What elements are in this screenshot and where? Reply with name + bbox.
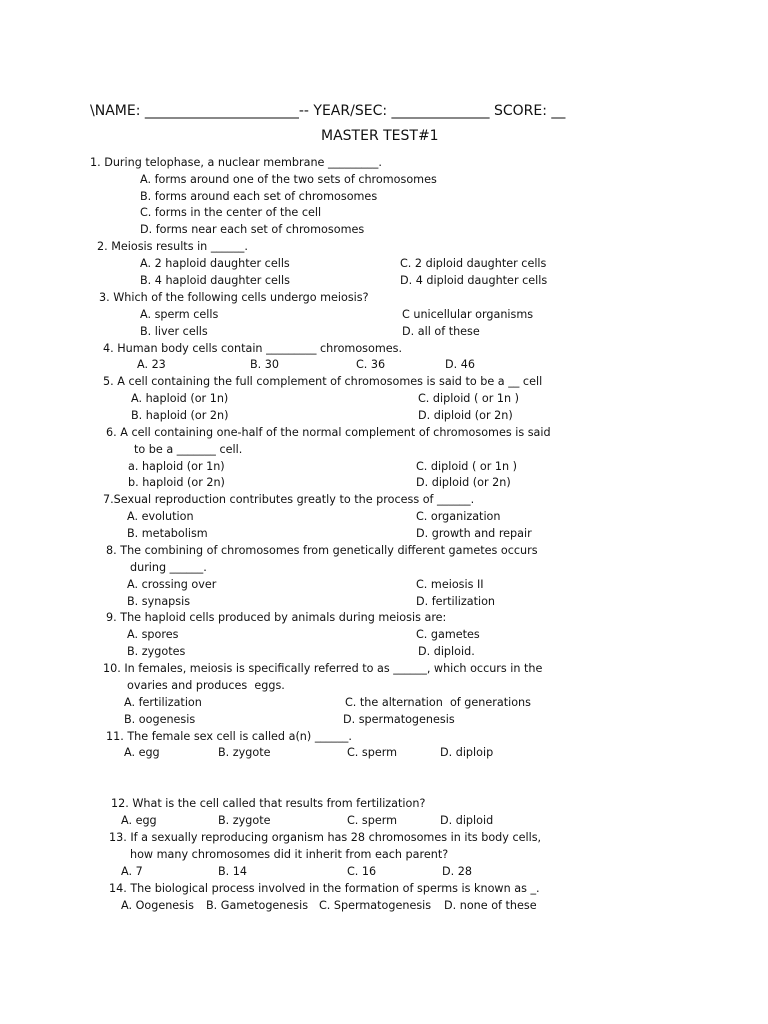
question-6-option: C. diploid ( or 1n )	[416, 460, 518, 473]
question-10-option: C. the alternation of generations	[345, 696, 531, 709]
question-8-option: B. synapsis	[127, 595, 191, 608]
question-7-option: C. organization	[416, 510, 501, 523]
question-8-option: D. fertilization	[416, 595, 496, 608]
question-11-option: A. egg	[124, 746, 160, 759]
question-11-stem: 11. The female sex cell is called a(n) ______.	[106, 730, 352, 743]
question-8-stem: 8. The combining of chromosomes from genetically different gametes occurs	[106, 544, 538, 557]
page-title: MASTER TEST#1	[321, 128, 439, 144]
question-1-option: B. forms around each set of chromosomes	[140, 190, 378, 203]
question-14-option: D. none of these	[444, 899, 537, 912]
question-3-option: C unicellular organisms	[402, 308, 534, 321]
question-10-stem: 10. In females, meiosis is specifically referred to as ______, which occurs in the	[103, 662, 543, 675]
question-14-option: C. Spermatogenesis	[319, 899, 432, 912]
question-13-option: C. 16	[347, 865, 377, 878]
question-4-option: D. 46	[445, 358, 475, 371]
question-13-option: D. 28	[442, 865, 472, 878]
question-11-option: C. sperm	[347, 746, 398, 759]
question-1-stem: 1. During telophase, a nuclear membrane _________.	[90, 156, 382, 169]
question-12-option: C. sperm	[347, 814, 398, 827]
question-5-option: D. diploid (or 2n)	[418, 409, 513, 422]
question-12-option: A. egg	[121, 814, 157, 827]
question-2-option: D. 4 diploid daughter cells	[400, 274, 548, 287]
question-3-option: B. liver cells	[140, 325, 208, 338]
question-2-option: C. 2 diploid daughter cells	[400, 257, 547, 270]
question-3-option: D. all of these	[402, 325, 480, 338]
question-10-option: B. oogenesis	[124, 713, 196, 726]
question-3-option: A. sperm cells	[140, 308, 219, 321]
question-6-stem: 6. A cell containing one-half of the normal complement of chromosomes is said	[106, 426, 551, 439]
question-2-option: A. 2 haploid daughter cells	[140, 257, 290, 270]
question-7-option: B. metabolism	[127, 527, 208, 540]
question-14-option: B. Gametogenesis	[206, 899, 309, 912]
question-10-stem-line-2: ovaries and produces eggs.	[127, 679, 285, 692]
question-2-stem: 2. Meiosis results in ______.	[97, 240, 248, 253]
question-7-option: D. growth and repair	[416, 527, 532, 540]
question-4-stem: 4. Human body cells contain _________ chromosomes.	[103, 342, 402, 355]
question-10-option: A. fertilization	[124, 696, 202, 709]
question-6-stem-line-2: to be a _______ cell.	[134, 443, 243, 456]
question-13-option: A. 7	[121, 865, 143, 878]
question-5-option: A. haploid (or 1n)	[131, 392, 229, 405]
question-7-stem: 7.Sexual reproduction contributes greatly to the process of ______.	[103, 493, 475, 506]
question-8-option: A. crossing over	[127, 578, 217, 591]
question-5-option: C. diploid ( or 1n )	[418, 392, 520, 405]
question-4-option: A. 23	[137, 358, 166, 371]
question-12-option: D. diploid	[440, 814, 494, 827]
question-11-option: B. zygote	[218, 746, 271, 759]
header-name-line: \NAME: ______________________-- YEAR/SEC: ______________ SCORE: __	[90, 103, 566, 119]
question-6-option: a. haploid (or 1n)	[128, 460, 225, 473]
question-5-stem: 5. A cell containing the full complement of chromosomes is said to be a __ cell	[103, 375, 543, 388]
question-4-option: B. 30	[250, 358, 280, 371]
question-7-option: A. evolution	[127, 510, 194, 523]
question-8-stem-line-2: during ______.	[130, 561, 207, 574]
question-8-option: C. meiosis II	[416, 578, 484, 591]
question-9-option: B. zygotes	[127, 645, 186, 658]
question-14-option: A. Oogenesis	[121, 899, 194, 912]
question-11-option: D. diploip	[440, 746, 494, 759]
question-1-option: C. forms in the center of the cell	[140, 206, 322, 219]
question-2-option: B. 4 haploid daughter cells	[140, 274, 290, 287]
question-10-option: D. spermatogenesis	[343, 713, 455, 726]
question-1-option: D. forms near each set of chromosomes	[140, 223, 365, 236]
question-9-option: C. gametes	[416, 628, 480, 641]
question-6-option: D. diploid (or 2n)	[416, 476, 511, 489]
question-5-option: B. haploid (or 2n)	[131, 409, 229, 422]
question-4-option: C. 36	[356, 358, 386, 371]
question-6-option: b. haploid (or 2n)	[128, 476, 225, 489]
question-14-stem: 14. The biological process involved in the formation of sperms is known as _.	[109, 882, 540, 895]
question-9-stem: 9. The haploid cells produced by animals during meiosis are:	[106, 611, 447, 624]
question-12-stem: 12. What is the cell called that results from fertilization?	[111, 797, 426, 810]
question-1-option: A. forms around one of the two sets of chromosomes	[140, 173, 437, 186]
question-9-option: D. diploid.	[418, 645, 475, 658]
question-3-stem: 3. Which of the following cells undergo meiosis?	[99, 291, 369, 304]
question-13-option: B. 14	[218, 865, 248, 878]
question-13-stem-line-2: how many chromosomes did it inherit from each parent?	[130, 848, 449, 861]
question-9-option: A. spores	[127, 628, 179, 641]
question-12-option: B. zygote	[218, 814, 271, 827]
question-13-stem: 13. If a sexually reproducing organism has 28 chromosomes in its body cells,	[109, 831, 542, 844]
